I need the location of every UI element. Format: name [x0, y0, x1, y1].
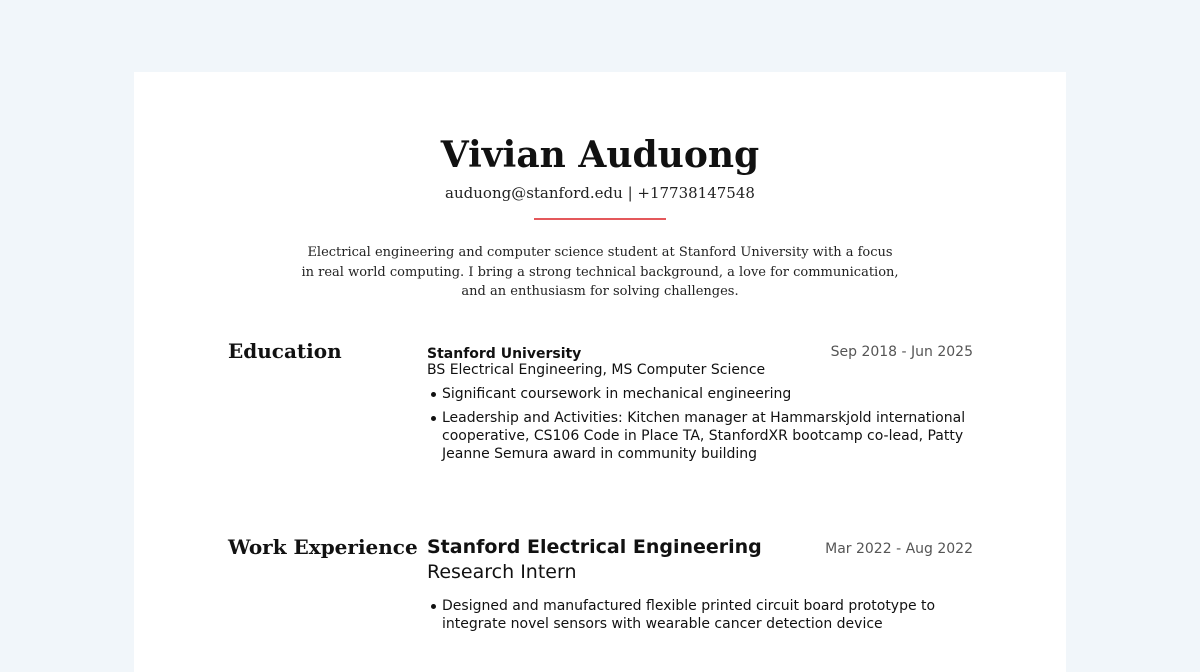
summary-text: Electrical engineering and computer science student at Stanford University with a focus in real world computing. I bring a strong technical background, a love for communication, and an enthusiasm for solving challenges. [301, 245, 899, 299]
accent-divider [534, 218, 666, 220]
list-item: Designed and manufactured flexible printed circuit board prototype to integrate novel sensors with wearable cancer detection device [442, 597, 973, 633]
work-dates: Mar 2022 - Aug 2022 [825, 541, 973, 557]
section-title-work-experience: Work Experience [228, 535, 418, 559]
employer-name: Stanford Electrical Engineering [427, 536, 762, 558]
list-item: Significant coursework in mechanical engineering [442, 385, 973, 403]
work-bullets [427, 597, 973, 633]
work-entry-header [427, 535, 973, 559]
degree: BS Electrical Engineering, MS Computer Science [427, 362, 766, 378]
school-name: Stanford University [427, 346, 582, 362]
education-dates: Sep 2018 - Jun 2025 [830, 344, 973, 360]
education-bullets [427, 385, 973, 463]
education-entry [427, 343, 973, 469]
job-role: Research Intern [427, 561, 577, 583]
section-title-education: Education [228, 339, 342, 363]
candidate-name: Vivian Auduong [440, 134, 760, 176]
contact-info: auduong@stanford.edu | +17738147548 [445, 184, 755, 202]
education-entry-header [427, 343, 973, 361]
work-entry [427, 535, 973, 639]
list-item: Leadership and Activities: Kitchen manager at Hammarskjold international cooperative, CS106 Code in Place TA, StanfordXR bootcamp co-lead, Patty Jeanne Semura award in community building [442, 409, 973, 463]
